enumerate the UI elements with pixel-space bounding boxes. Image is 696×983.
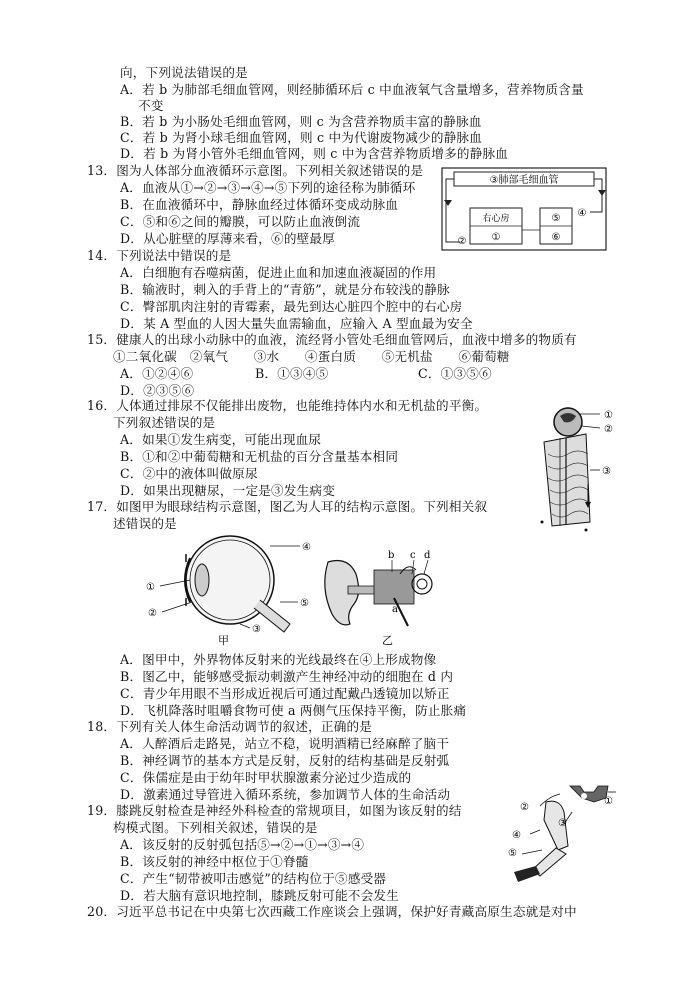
- label-1: ①: [491, 232, 501, 243]
- q14-stem: 14．下列说法中错误的是: [87, 248, 232, 263]
- q18-option-c: C．侏儒症是由于幼年时甲状腺激素分泌过少造成的: [120, 770, 412, 785]
- eye-label-4: ④: [302, 542, 311, 553]
- ear-label-b: b: [388, 550, 395, 561]
- q17-option-a: A．图甲中，外界物体反射来的光线最终在④上形成物像: [120, 652, 437, 667]
- right-atrium-label: 右心房: [482, 214, 510, 224]
- label-6: ⑥: [551, 232, 561, 243]
- q15-option-b: B．①③④⑤: [255, 366, 329, 381]
- q12-stem-end: 向，下列说法错误的是: [120, 65, 248, 80]
- q17-option-c: C．青少年用眼不当形成近视后可通过配戴凸透镜加以矫正: [120, 686, 450, 701]
- q14-option-c: C．臀部肌肉注射的青霉素，最先到达心脏四个腔中的右心房: [120, 299, 463, 314]
- q17-stem-2: 述错误的是: [113, 516, 177, 531]
- label-5: ⑤: [551, 213, 561, 224]
- q15-items: ①二氧化碳 ②氧气 ③水 ④蛋白质 ⑤无机盐 ⑥葡萄糖: [113, 349, 510, 364]
- q13-option-d: D．从心脏壁的厚薄来看，⑥的壁最厚: [120, 231, 335, 246]
- q16-option-a: A．如果①发生病变，可能出现血尿: [120, 432, 322, 447]
- ear-label-c: c: [410, 550, 416, 561]
- q16-option-d: D．如果出现糖尿，一定是③发生病变: [120, 483, 335, 498]
- q16-stem-2: 下列叙述错误的是: [113, 415, 216, 430]
- q19-option-c: C．产生“韧带被叩击感觉”的结构位于⑤感受器: [120, 871, 387, 886]
- q15-option-d: D．②③⑤⑥: [120, 383, 195, 398]
- figure-yi-caption: 乙: [382, 634, 393, 646]
- eye-label-3: ③: [252, 624, 261, 635]
- label-3: ③: [558, 818, 567, 829]
- q16-stem: 16．人体通过排尿不仅能排出废物，也能维持体内水和无机盐的平衡。: [87, 398, 488, 413]
- q17-stem: 17．如图甲为眼球结构示意图，图乙为人耳的结构示意图。下列相关叙: [87, 499, 488, 514]
- q12-option-c: C．若 b 为肾小球毛细血管网，则 c 中为代谢废物减少的静脉血: [120, 130, 483, 145]
- q19-stem: 19．膝跳反射检查是神经外科检查的常规项目，如图为该反射的结: [87, 803, 462, 818]
- q13-option-c: C．⑤和⑥之间的瓣膜，可以防止血液倒流: [120, 214, 361, 229]
- label-3: ③: [602, 466, 611, 477]
- q19-stem-2: 构模式图。下列相关叙述，错误的是: [113, 820, 318, 835]
- q20-stem: 20．习近平总书记在中央第七次西藏工作座谈会上强调，保护好青藏高原生态就是对中: [87, 904, 577, 919]
- lung-capillary-label: ③肺部毛细血管: [489, 175, 559, 186]
- eye-diagram: [140, 528, 320, 646]
- q13-stem: 13．图为人体部分血液循环示意图。下列相关叙述错误的是: [87, 163, 424, 178]
- q16-option-b: B．①和②中葡萄糖和无机盐的百分含量基本相同: [120, 449, 399, 464]
- eye-label-2: ②: [148, 608, 157, 619]
- label-4: ④: [577, 208, 587, 219]
- eye-label-5: ⑤: [300, 598, 309, 609]
- label-5: ⑤: [508, 848, 517, 859]
- ear-label-a: a: [392, 604, 398, 615]
- q19-option-d: D．若大脑有意识地控制，膝跳反射可能不会发生: [120, 888, 399, 903]
- q14-option-d: D．某 A 型血的人因大量失血需输血，应输入 A 型血最为安全: [120, 316, 473, 331]
- label-2: ②: [604, 424, 613, 435]
- q12-option-b: B．若 b 为小肠处毛细血管网，则 c 为含营养物质丰富的静脉血: [120, 114, 482, 129]
- q17-option-d: D．飞机降落时咀嚼食物可使 a 两侧气压保持平衡，防止胀痛: [120, 703, 467, 718]
- q19-option-a: A．该反射的反射弧包括⑤→②→①→③→④: [120, 837, 365, 852]
- q18-stem: 18．下列有关人体生命活动调节的叙述，正确的是: [87, 719, 373, 734]
- q18-option-d: D．激素通过导管进入循环系统，参加调节人体的生命活动: [120, 787, 451, 802]
- q15-option-c: C．①③⑤⑥: [418, 366, 492, 381]
- eye-label-1: ①: [146, 582, 155, 593]
- ear-label-d: d: [424, 550, 431, 561]
- q13-option-b: B．在血液循环中，静脉血经过体循环变成动脉血: [120, 197, 399, 212]
- q13-option-a: A．血液从①→②→③→④→⑤下列的途径称为肺循环: [120, 180, 416, 195]
- circulation-diagram: [440, 166, 608, 252]
- label-4: ④: [512, 830, 521, 841]
- q18-option-b: B．神经调节的基本方式是反射，反射的结构基础是反射弧: [120, 753, 450, 768]
- nephron-diagram: [530, 404, 620, 538]
- q12-option-a-cont: 不变: [138, 98, 164, 113]
- q15-option-a: A．①②④⑥: [120, 366, 194, 381]
- label-2: ②: [520, 802, 529, 813]
- label-1: ①: [604, 796, 613, 807]
- label-2: ②: [457, 236, 467, 247]
- figure-jia-caption: 甲: [218, 634, 229, 646]
- q16-option-c: C．②中的液体叫做原尿: [120, 466, 258, 481]
- q14-option-b: B．输液时，刺入的手背上的“青筋”，就是分布较浅的静脉: [120, 282, 450, 297]
- ear-diagram: [318, 546, 448, 646]
- q15-stem: 15．健康人的出球小动脉中的血液，流经肾小管处毛细血管网后，血液中增多的物质有: [87, 332, 577, 347]
- q12-option-a: A．若 b 为肺部毛细血管网，则经肺循环后 c 中血液氧气含量增多，营养物质含量: [120, 82, 584, 97]
- q18-option-a: A．人醉酒后走路晃，站立不稳，说明酒精已经麻醉了脑干: [120, 736, 450, 751]
- q19-option-b: B．该反射的神经中枢位于①脊髓: [120, 854, 309, 869]
- knee-reflex-diagram: [500, 780, 622, 888]
- q12-option-d: D．若 b 为肾小管外毛细血管网，则 c 中为含营养物质增多的静脉血: [120, 146, 509, 161]
- q17-option-b: B．图乙中，能够感受振动刺激产生神经冲动的细胞在 d 内: [120, 669, 454, 684]
- label-1: ①: [604, 410, 613, 421]
- q14-option-a: A．白细胞有吞噬病菌，促进止血和加速血液凝固的作用: [120, 265, 437, 280]
